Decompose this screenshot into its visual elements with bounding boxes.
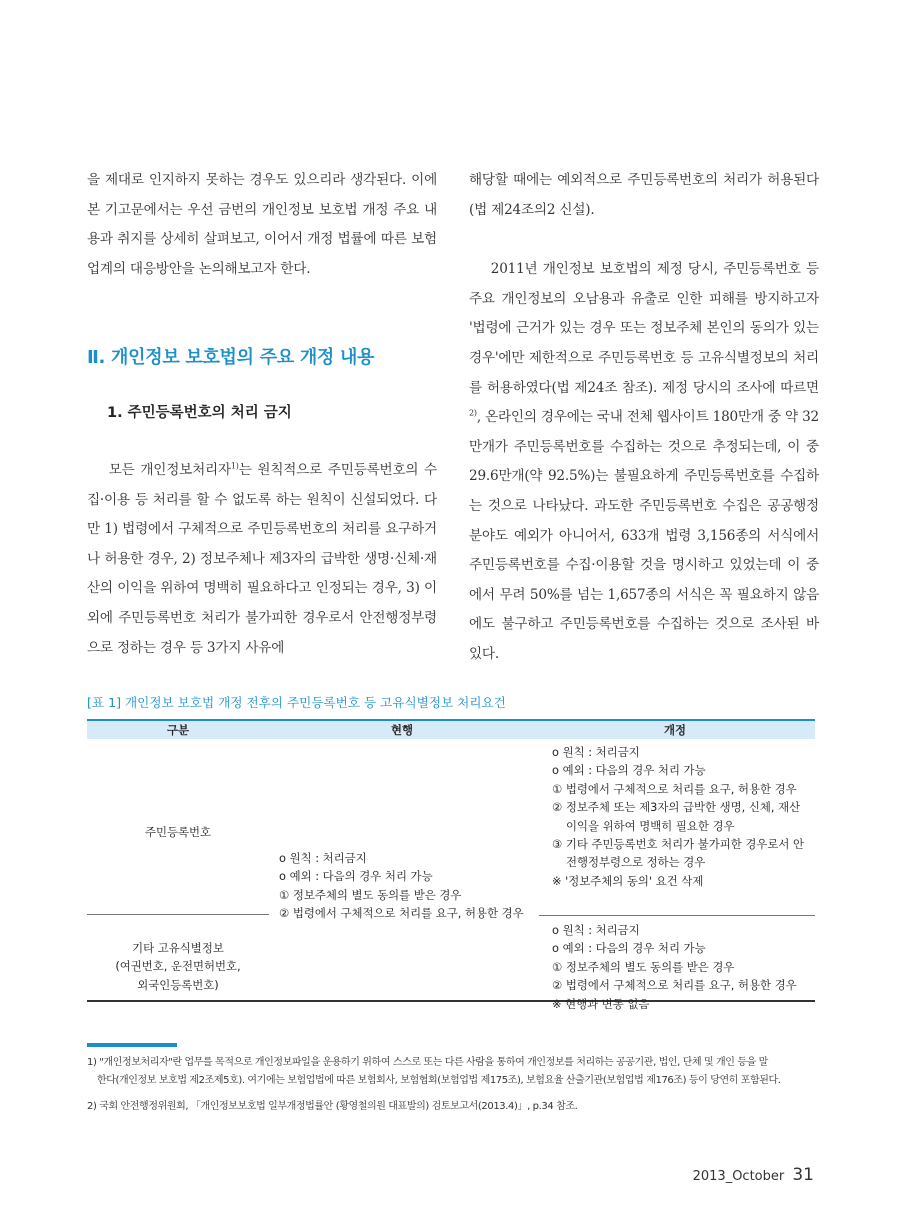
footnote-ref: 1) [230,461,239,471]
header-current: 현행 [390,723,413,737]
footnote-2: 2) 국회 안전행정위원회, 「개인정보보호법 일부개정법률안 (황영철의원 대표발의) 검토보고서(2013.4)」, p.34 참조. [87,1101,578,1112]
list-item: ② 정보주체 또는 제3자의 급박한 생명, 신체, 재산 [552,800,801,815]
page-number: 31 [792,1165,814,1185]
list-item: ※ '정보주체의 동의' 요건 삭제 [552,873,704,888]
list-item: 이익을 위하여 명백히 필요한 경우 [566,818,735,833]
list-item: ※ 현행과 변동 없음 [552,996,650,1011]
row-label-other-ids: 기타 고유식별정보 (여권번호, 운전면허번호, 외국인등록번호) [115,941,241,992]
section-title: Ⅱ. 개인정보 보호법의 주요 개정 내용 [87,347,375,368]
footnote-rule [87,1043,177,1047]
list-item: o 예외 : 다음의 경우 처리 가능 [552,763,706,778]
row-divider [539,915,815,916]
list-item: o 예외 : 다음의 경우 처리 가능 [279,869,433,884]
body-paragraph: 을 제대로 인지하지 못하는 경우도 있으리라 생각된다. 이에 본 기고문에서는 우선 금번의 개인정보 보호법 개정 주요 내용과 취지를 상세히 살펴보고, 이어서 개정 법률에 따른 보험업계의 대응방안을 논의해보고자 한다. [87,172,437,277]
list-item: o 원칙 : 처리금지 [279,851,367,865]
right-column [469,166,819,670]
list-item: o 원칙 : 처리금지 [552,923,640,937]
subsection-title: 1. 주민등록번호의 처리 금지 [107,405,292,421]
footnote-ref: 2) [469,408,477,418]
row-label-rrn: 주민등록번호 [144,825,212,839]
table-caption: [표 1] 개인정보 보호법 개정 전후의 주민등록번호 등 고유식별정보 처리요건 [87,695,506,710]
table-header-row [87,721,815,739]
list-item: 전행정부령으로 정하는 경우 [566,855,706,870]
left-column-top [87,166,437,284]
body-paragraph: 모든 개인정보처리자$^{1)}$는 원칙적으로 주민등록번호의 수집·이용 등 처리를 할 수 없도록 하는 원칙이 신설되었다. 다만 1) 법령에서 구체적으로 주민등록번호의 처리를 요구하거나 허용한 경우, 2) 정보주체나 제3자의 급박한 생명·신체·재산의 이익을 위하여 명백히 필요하다고 인정되는 경우, 3) 이 외에 주민등록번호 처리가 불가피한 경우로서 안전행정부령으로 정하는 경우 등 3가지 사유에 [87,461,437,656]
list-item: ① 정보주체의 별도 동의를 받은 경우 [552,959,735,974]
left-column-bottom [87,456,437,663]
list-item: ② 법령에서 구체적으로 처리를 요구, 허용한 경우 [279,906,524,921]
header-category: 구분 [166,723,189,737]
list-item: ② 법령에서 구체적으로 처리를 요구, 허용한 경우 [552,978,797,993]
current-rules [279,849,524,923]
body-paragraph: 2011년 개인정보 보호법의 제정 당시, 주민등록번호 등 주요 개인정보의 오남용과 유출로 인한 피해를 방지하고자 '법령에 근거가 있는 경우 또는 정보주체 본인의 동의가 있는 경우'에만 제한적으로 주민등록번호 등 고유식별정보의 처리를 허용하였다(법 제24조 참조). 제정 당시의 조사에 따르면$^{2)}$, 온라인의 경우에는 국내 전체 웹사이트 180만개 중 약 32만개가 주민등록번호를 수집하는 것으로 추정되는데, 이 중 29.6만개(약 92.5%)는 불필요하게 주민등록번호를 수집하는 것으로 나타났다. 과도한 주민등록번호 수집은 공공행정 분야도 예외가 아니어서, 633개 법령 3,156종의 서식에서 주민등록번호를 수집·이용할 것을 명시하고 있었는데 이 중에서 무려 50%를 넘는 1,657종의 서식은 꼭 필요하지 않음에도 불구하고 주민등록번호를 수집하는 것으로 조사된 바 있다. [469,261,819,662]
list-item: ① 법령에서 구체적으로 처리를 요구, 허용한 경우 [552,781,797,796]
row-divider [87,914,269,915]
page-footer [693,1165,814,1185]
revised-rules-rrn [552,743,804,890]
table-body [87,739,815,1011]
list-item: o 예외 : 다음의 경우 처리 가능 [552,941,706,956]
comparison-table [87,719,815,1011]
body-paragraph: 해당할 때에는 예외적으로 주민등록번호의 처리가 허용된다(법 제24조의2 신설). [469,172,819,218]
list-item: ③ 기타 주민등록번호 처리가 불가피한 경우로서 안 [552,837,805,852]
list-item: ① 정보주체의 별도 동의를 받은 경우 [279,887,462,902]
issue-label: 2013_October [692,1169,785,1184]
header-revised: 개정 [663,723,686,737]
revised-rules-other [552,921,797,1013]
footnote-1: 1) "개인정보처리자"란 업무를 목적으로 개인정보파일을 운용하기 위하여 스스로 또는 다른 사람을 통하여 개인정보를 처리하는 공공기관, 법인, 단체 및 개인 등을 말 한다(개인정보 보호법 제2조제5호). 여기에는 보험업법에 따른 보험회사, 보험협회(보험업법 제175조), 보험요율 산출기관(보험업법 제176조) 등이 당연히 포함된다. [87,1057,781,1086]
list-item: o 원칙 : 처리금지 [552,745,640,759]
